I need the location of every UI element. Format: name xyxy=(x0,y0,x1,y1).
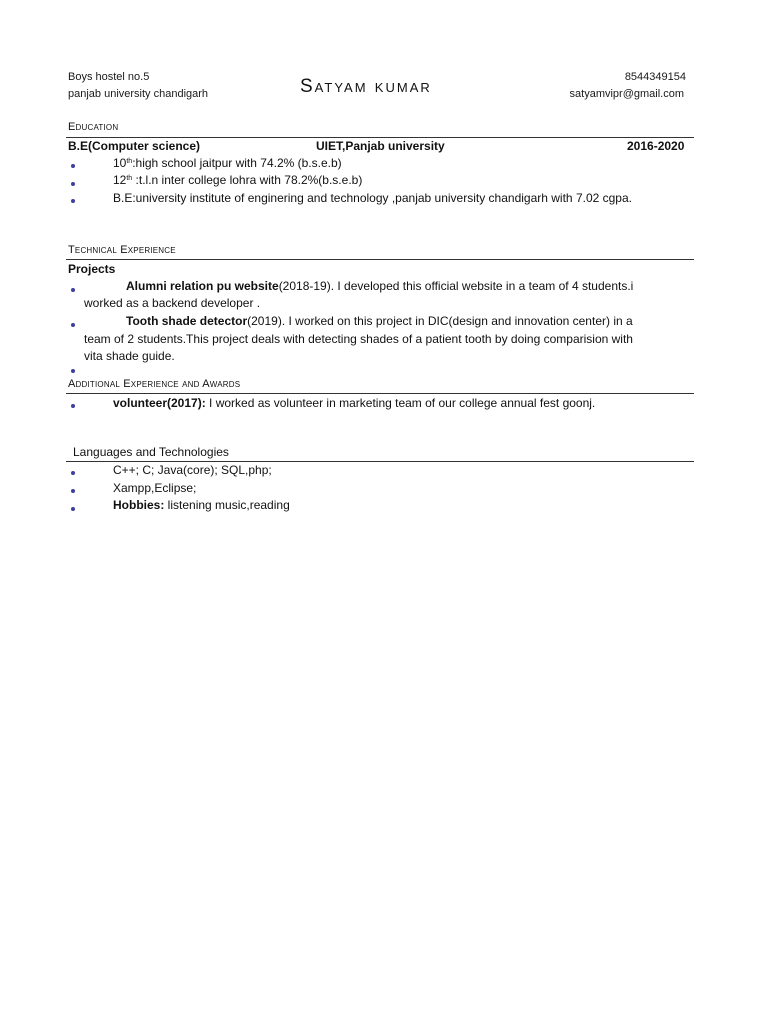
language-item-bold: Hobbies: xyxy=(113,498,165,512)
bullet-icon xyxy=(71,369,75,373)
address-line-2: panjab university chandigarh xyxy=(68,88,209,100)
bullet-icon xyxy=(71,489,75,493)
additional-heading: Additional Experience and Awards xyxy=(68,378,241,390)
email-address[interactable]: satyamvipr@gmail.com xyxy=(569,88,684,100)
candidate-name: Satyam kumar xyxy=(300,76,432,97)
institution-name: UIET,Panjab university xyxy=(316,139,445,153)
languages-divider xyxy=(66,461,694,462)
education-item-sup: th xyxy=(126,158,133,165)
bullet-icon xyxy=(71,182,75,186)
languages-heading: Languages and Technologies xyxy=(73,445,229,459)
education-item-sup: th xyxy=(126,175,133,182)
project-line: worked as a backend developer . xyxy=(84,296,261,310)
education-item xyxy=(113,191,632,205)
education-item xyxy=(113,156,342,170)
education-item-text: :t.l.n inter college lohra with 78.2%(b.s.e.b) xyxy=(132,173,363,187)
project-title: Tooth shade detector xyxy=(126,314,248,328)
additional-item-text: I worked as volunteer in marketing team of our college annual fest goonj. xyxy=(205,396,596,410)
bullet-icon xyxy=(71,199,75,203)
project-line xyxy=(126,279,633,293)
technical-heading: Technical Experience xyxy=(68,244,176,256)
project-line xyxy=(126,314,633,328)
project-line: vita shade guide. xyxy=(84,349,175,363)
degree-years: 2016-2020 xyxy=(627,139,685,153)
education-item-text: :high school jaitpur with 74.2% (b.s.e.b) xyxy=(132,156,342,170)
bullet-icon xyxy=(71,323,75,327)
projects-subheading: Projects xyxy=(68,262,116,276)
technical-divider xyxy=(66,259,694,260)
project-desc: (2019). I worked on this project in DIC(design and innovation center) in a xyxy=(247,314,633,328)
degree-title: B.E(Computer science) xyxy=(68,139,201,153)
education-divider xyxy=(66,137,694,138)
bullet-icon xyxy=(71,404,75,408)
bullet-icon xyxy=(71,164,75,168)
language-item xyxy=(113,481,196,495)
project-line: team of 2 students.This project deals with detecting shades of a patient tooth by doing comparision with xyxy=(84,332,633,346)
project-desc: (2018-19). I developed this official website in a team of 4 students.i xyxy=(278,279,634,293)
language-item xyxy=(113,463,272,477)
education-item xyxy=(113,173,362,187)
bullet-icon xyxy=(71,507,75,511)
bullet-icon xyxy=(71,471,75,475)
language-item-text: listening music,reading xyxy=(164,498,290,512)
language-item-text: Xampp,Eclipse; xyxy=(113,481,197,495)
language-item-text: C++; C; Java(core); SQL,php; xyxy=(113,463,272,477)
language-item xyxy=(113,498,290,512)
education-heading: Education xyxy=(68,121,119,133)
education-item-prefix: 12 xyxy=(113,173,127,187)
additional-item xyxy=(113,396,595,410)
additional-item-bold: volunteer(2017): xyxy=(113,396,206,410)
education-item-prefix: 10 xyxy=(113,156,127,170)
project-title: Alumni relation pu website xyxy=(126,279,279,293)
bullet-icon xyxy=(71,288,75,292)
address-line-1: Boys hostel no.5 xyxy=(68,71,150,83)
phone-number: 8544349154 xyxy=(624,71,686,83)
education-item-text: B.E:university institute of enginering and technology ,panjab university chandigarh with 7.02 cgpa. xyxy=(113,191,632,205)
additional-divider xyxy=(66,393,694,394)
